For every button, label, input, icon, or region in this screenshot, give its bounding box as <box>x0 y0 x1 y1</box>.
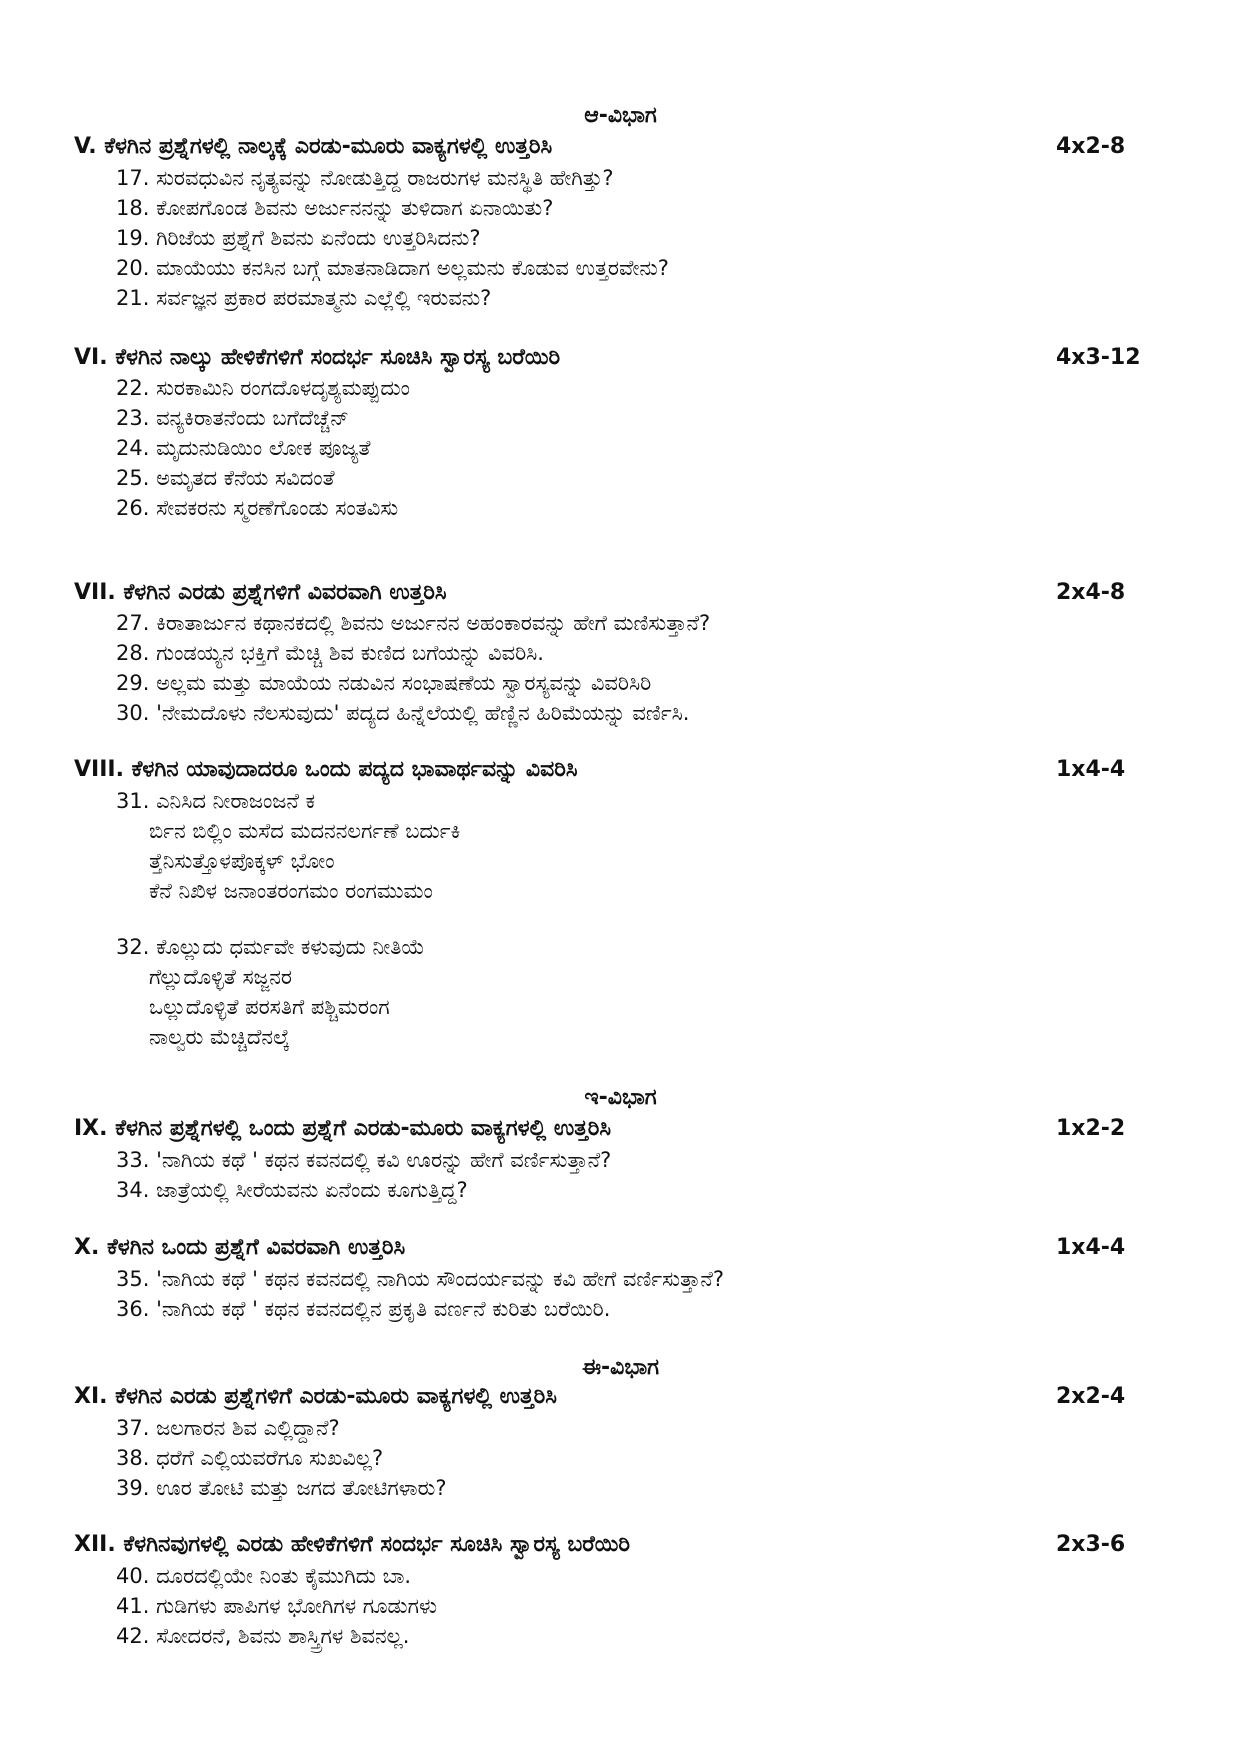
question-heading-xii: XII. ಕೆಳಗಿನವುಗಳಲ್ಲಿ ಎರಡು ಹೇಳಿಕೆಗಳಿಗೆ ಸಂದರ್ಭ ಸೂಚಿಸಿ ಸ್ವಾರಸ್ಯ ಬರೆಯಿರಿ <box>74 1532 631 1557</box>
question-item-24: 24. ಮೃದುನುಡಿಯಿಂ ಲೋಕ ಪೂಜ್ಯತೆ <box>116 436 371 460</box>
question-item-35: 35. 'ನಾಗಿಯ ಕಥೆ ' ಕಥನ ಕವನದಲ್ಲಿ ನಾಗಿಯ ಸೌಂದರ್ಯವನ್ನು ಕವಿ ಹೇಗೆ ವರ್ಣಿಸುತ್ತಾನೆ? <box>116 1267 724 1291</box>
question-item-30: 30. 'ನೇಮದೊಳು ನೆಲಸುವುದು' ಪದ್ಯದ ಹಿನ್ನೆಲೆಯಲ್ಲಿ ಹೆಣ್ಣಿನ ಹಿರಿಮೆಯನ್ನು ವರ್ಣಿಸಿ. <box>116 701 690 725</box>
question-item-22: 22. ಸುರಕಾಮಿನಿ ರಂಗದೊಳದೃಶ್ಯಮಪ್ಪುದುಂ <box>116 376 410 400</box>
question-item-27: 27. ಕಿರಾತಾರ್ಜುನ ಕಥಾನಕದಲ್ಲಿ ಶಿವನು ಅರ್ಜುನನ ಅಹಂಕಾರವನ್ನು ಹೇಗೆ ಮಣಿಸುತ್ತಾನೆ? <box>116 611 711 635</box>
marks-v: 4x2-8 <box>1056 134 1126 159</box>
question-item-29: 29. ಅಲ್ಲಮ ಮತ್ತು ಮಾಯೆಯ ನಡುವಿನ ಸಂಭಾಷಣೆಯ ಸ್ವಾರಸ್ಯವನ್ನು ವಿವರಿಸಿರಿ <box>116 671 652 695</box>
question-item-40: 40. ದೂರದಲ್ಲಿಯೇ ನಿಂತು ಕೈಮುಗಿದು ಬಾ. <box>116 1564 412 1588</box>
question-heading-x: X. ಕೆಳಗಿನ ಒಂದು ಪ್ರಶ್ನೆಗೆ ವಿವರವಾಗಿ ಉತ್ತರಿಸಿ <box>74 1235 406 1260</box>
question-item-37: 37. ಜಲಗಾರನ ಶಿವ ಎಲ್ಲಿದ್ದಾನೆ? <box>116 1416 340 1440</box>
marks-xii: 2x3-6 <box>1056 1532 1126 1557</box>
poem-32-line-1: 32. ಕೊಲ್ಲುದು ಧರ್ಮವೇ ಕಳುವುದು ನೀತಿಯೆ <box>116 935 425 959</box>
question-item-41: 41. ಗುಡಿಗಳು ಪಾಪಿಗಳ ಭೋಗಿಗಳ ಗೂಡುಗಳು <box>116 1594 438 1618</box>
poem-31-line-1: 31. ಎನಿಸಿದ ನೀರಾಜಂಜನೆ ಕ <box>116 789 316 813</box>
section-title-i: ಇ-ವಿಭಾಗ <box>584 1085 657 1110</box>
question-item-21: 21. ಸರ್ವಜ್ಞನ ಪ್ರಕಾರ ಪರಮಾತ್ಮನು ಎಲ್ಲೆಲ್ಲಿ ಇರುವನು? <box>116 286 492 310</box>
question-heading-vii: VII. ಕೆಳಗಿನ ಎರಡು ಪ್ರಶ್ನೆಗಳಿಗೆ ವಿವರವಾಗಿ ಉತ್ತರಿಸಿ <box>74 580 447 605</box>
question-heading-v: V. ಕೆಳಗಿನ ಪ್ರಶ್ನೆಗಳಲ್ಲಿ ನಾಲ್ಕಕ್ಕೆ ಎರಡು-ಮೂರು ವಾಕ್ಯಗಳಲ್ಲಿ ಉತ್ತರಿಸಿ <box>74 134 553 159</box>
poem-32-line-3: ಒಲ್ಲುದೊಳ್ಳಿತೆ ಪರಸತಿಗೆ ಪಶ್ಚಿಮರಂಗ <box>149 995 390 1019</box>
question-heading-viii: VIII. ಕೆಳಗಿನ ಯಾವುದಾದರೂ ಒಂದು ಪದ್ಯದ ಭಾವಾರ್ಥವನ್ನು ವಿವರಿಸಿ <box>74 757 578 782</box>
question-item-26: 26. ಸೇವಕರನು ಸ್ಮರಣೆಗೊಂಡು ಸಂತವಿಸು <box>116 496 399 520</box>
question-item-34: 34. ಜಾತ್ರೆಯಲ್ಲಿ ಸೀರೆಯವನು ಏನೆಂದು ಕೂಗುತ್ತಿದ್ದ? <box>116 1178 468 1202</box>
section-title-aa: ಆ-ವಿಭಾಗ <box>584 103 657 128</box>
question-item-28: 28. ಗುಂಡಯ್ಯನ ಭಕ್ತಿಗೆ ಮೆಚ್ಚಿ ಶಿವ ಕುಣಿದ ಬಗೆಯನ್ನು ವಿವರಿಸಿ. <box>116 641 544 665</box>
marks-vi: 4x3-12 <box>1056 345 1141 370</box>
marks-ix: 1x2-2 <box>1056 1116 1126 1141</box>
question-item-25: 25. ಅಮೃತದ ಕೆನೆಯ ಸವಿದಂತೆ <box>116 466 335 490</box>
marks-xi: 2x2-4 <box>1056 1384 1126 1409</box>
question-item-19: 19. ಗಿರಿಜೆಯ ಪ್ರಶ್ನೆಗೆ ಶಿವನು ಏನೆಂದು ಉತ್ತರಿಸಿದನು? <box>116 226 481 250</box>
question-heading-vi: VI. ಕೆಳಗಿನ ನಾಲ್ಕು ಹೇಳಿಕೆಗಳಿಗೆ ಸಂದರ್ಭ ಸೂಚಿಸಿ ಸ್ವಾರಸ್ಯ ಬರೆಯಿರಿ <box>74 345 561 370</box>
question-item-33: 33. 'ನಾಗಿಯ ಕಥೆ ' ಕಥನ ಕವನದಲ್ಲಿ ಕವಿ ಊರನ್ನು ಹೇಗೆ ವರ್ಣಿಸುತ್ತಾನೆ? <box>116 1148 612 1172</box>
question-item-18: 18. ಕೋಪಗೊಂಡ ಶಿವನು ಅರ್ಜುನನನ್ನು ತುಳಿದಾಗ ಏನಾಯಿತು? <box>116 196 554 220</box>
section-title-ee: ಈ-ವಿಭಾಗ <box>581 1355 660 1380</box>
poem-31-line-3: ತ್ತೆನಿಸುತ್ತೊಳಪೊಕ್ಕಳ್ ಭೋಂ <box>149 849 335 873</box>
question-heading-xi: XI. ಕೆಳಗಿನ ಎರಡು ಪ್ರಶ್ನೆಗಳಿಗೆ ಎರಡು-ಮೂರು ವಾಕ್ಯಗಳಲ್ಲಿ ಉತ್ತರಿಸಿ <box>74 1384 557 1409</box>
question-item-38: 38. ಧರೆಗೆ ಎಲ್ಲಿಯವರೆಗೂ ಸುಖವಿಲ್ಲ? <box>116 1446 384 1470</box>
marks-viii: 1x4-4 <box>1056 757 1126 782</box>
marks-vii: 2x4-8 <box>1056 580 1126 605</box>
marks-x: 1x4-4 <box>1056 1235 1126 1260</box>
poem-31-line-2: ರ್ಬಿನ ಬಿಲ್ಲಿಂ ಮಸೆದ ಮದನನಲರ್ಗಣೆ ಬರ್ದುಕಿ <box>149 819 461 843</box>
poem-31-line-4: ಕೆನೆ ನಿಖಿಳ ಜನಾಂತರಂಗಮಂ ರಂಗಮುಮಂ <box>149 879 433 903</box>
question-item-36: 36. 'ನಾಗಿಯ ಕಥೆ ' ಕಥನ ಕವನದಲ್ಲಿನ ಪ್ರಕೃತಿ ವರ್ಣನೆ ಕುರಿತು ಬರೆಯಿರಿ. <box>116 1297 611 1321</box>
question-item-20: 20. ಮಾಯೆಯು ಕನಸಿನ ಬಗ್ಗೆ ಮಾತನಾಡಿದಾಗ ಅಲ್ಲಮನು ಕೊಡುವ ಉತ್ತರವೇನು? <box>116 256 669 280</box>
question-item-42: 42. ಸೋದರನೆ, ಶಿವನು ಶಾಸ್ತ್ರಿಗಳ ಶಿವನಲ್ಲ. <box>116 1624 410 1648</box>
question-item-39: 39. ಊರ ತೋಟಿ ಮತ್ತು ಜಗದ ತೋಟಿಗಳಾರು? <box>116 1476 447 1500</box>
question-item-23: 23. ವನ್ಯಕಿರಾತನೆಂದು ಬಗೆದೆಚ್ಚೆನ್ <box>116 406 349 430</box>
poem-32-line-2: ಗೆಲ್ಲುದೊಳ್ಳಿತೆ ಸಜ್ಜನರ <box>149 965 293 989</box>
question-heading-ix: IX. ಕೆಳಗಿನ ಪ್ರಶ್ನೆಗಳಲ್ಲಿ ಒಂದು ಪ್ರಶ್ನೆಗೆ ಎರಡು-ಮೂರು ವಾಕ್ಯಗಳಲ್ಲಿ ಉತ್ತರಿಸಿ <box>74 1116 612 1141</box>
poem-32-line-4: ನಾಲ್ವರು ಮೆಚ್ಚಿದೆನಲ್ಕೆ <box>149 1025 290 1049</box>
question-item-17: 17. ಸುರವಧುವಿನ ನೃತ್ಯವನ್ನು ನೋಡುತ್ತಿದ್ದ ರಾಜರುಗಳ ಮನಸ್ಥಿತಿ ಹೇಗಿತ್ತು? <box>116 166 614 190</box>
